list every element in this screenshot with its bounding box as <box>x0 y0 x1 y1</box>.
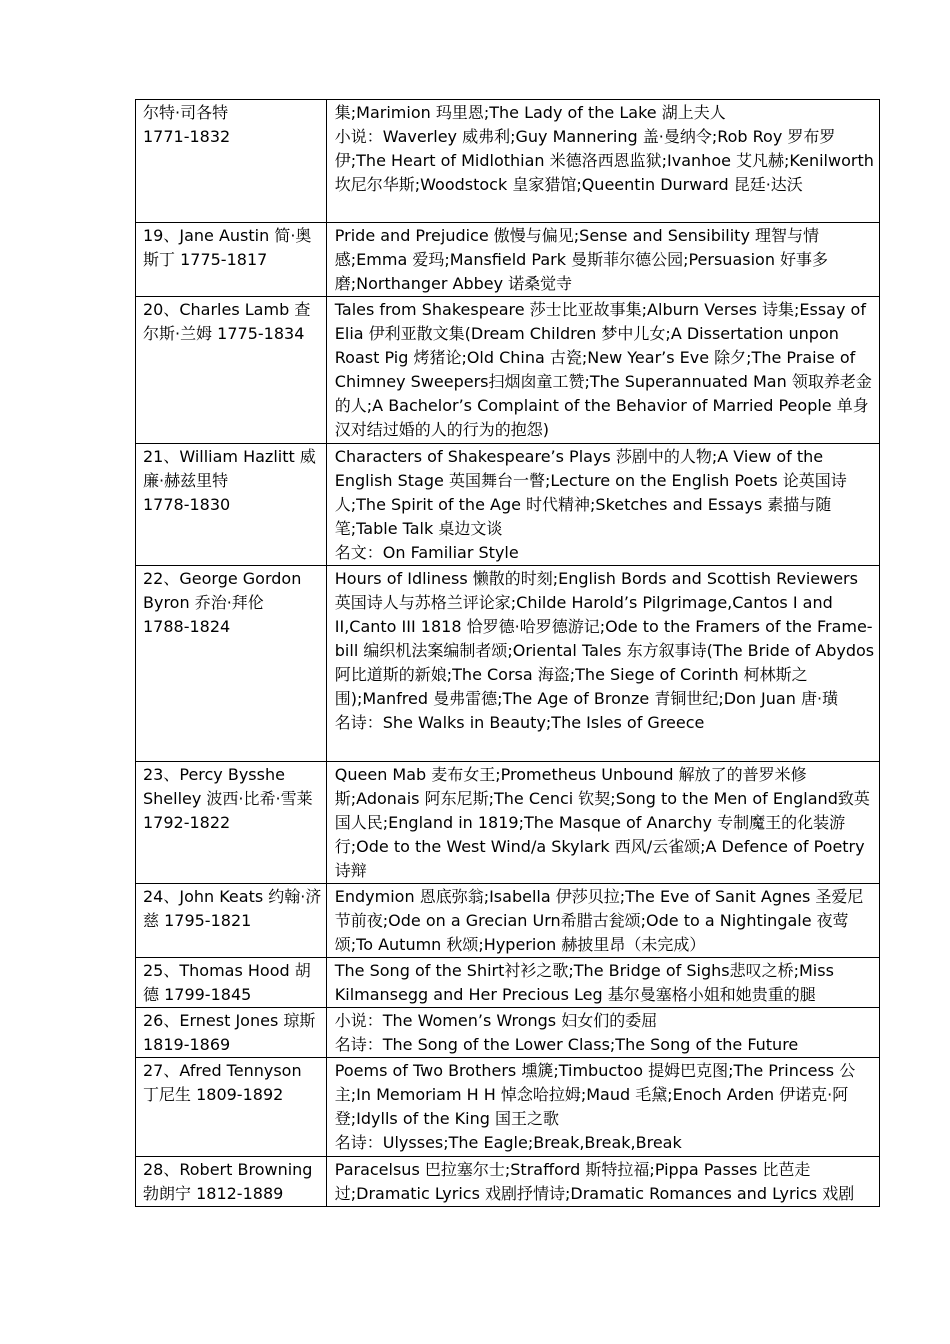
works-cell <box>326 958 879 1008</box>
table-row <box>136 1058 880 1157</box>
works-cell <box>326 297 879 444</box>
table-row <box>136 884 880 958</box>
table-row <box>136 1157 880 1207</box>
table-body <box>136 100 880 1207</box>
author-text: 26、Ernest Jones 琼斯 1819-1869 <box>143 1011 316 1054</box>
author-text: 1778-1830 <box>143 495 231 514</box>
works-text: Characters of Shakespeare’s Plays 莎剧中的人物;A View of the English Stage 英国舞台一瞥;Lecture on the English Poets 论英国诗人;The Spirit of the Age 时代精神;Sketches and Essays 素描与随笔;Table Talk 桌边文谈 <box>334 447 847 538</box>
works-text: The Song of the Shirt衬衫之歌;The Bridge of Sighs悲叹之桥;Miss Kilmansegg and Her Precious Leg 基尔曼塞格小姐和她贵重的腿 <box>334 961 834 1004</box>
works-text: Poems of Two Brothers 壎篪;Timbuctoo 提姆巴克图;The Princess 公主;In Memoriam H H 悼念哈拉姆;Maud 毛黛;Enoch Arden 伊诺克·阿登;Idylls of the King 国王之歌 <box>334 1061 856 1128</box>
table-row <box>136 100 880 223</box>
works-text: 名诗：Ulysses;The Eagle;Break,Break,Break <box>334 1133 682 1152</box>
author-cell <box>136 1157 327 1207</box>
works-text: Endymion 恩底弥翁;Isabella 伊莎贝拉;The Eve of Sanit Agnes 圣爱尼节前夜;Ode on a Grecian Urn希腊古瓮颂;Ode to a Nightingale 夜莺颂;To Autumn 秋颂;Hyperion 赫披里昂（未完成） <box>334 887 864 954</box>
works-cell <box>326 444 879 566</box>
works-cell <box>326 1058 879 1157</box>
table-row <box>136 444 880 566</box>
author-cell <box>136 223 327 297</box>
works-text: Paracelsus 巴拉塞尔士;Strafford 斯特拉福;Pippa Passes 比芭走过;Dramatic Lyrics 戏剧抒情诗;Dramatic Romances and Lyrics 戏剧 <box>334 1160 855 1203</box>
author-cell <box>136 762 327 884</box>
works-text: 集;Marimion 玛里恩;The Lady of the Lake 湖上夫人 <box>334 103 726 122</box>
works-text: 名诗：She Walks in Beauty;The Isles of Greece <box>334 713 705 732</box>
table-row <box>136 1008 880 1058</box>
works-text: 名文：On Familiar Style <box>334 543 519 562</box>
author-cell <box>136 884 327 958</box>
author-text: 尔特·司各特 <box>143 103 229 122</box>
works-cell <box>326 1157 879 1207</box>
author-cell <box>136 100 327 223</box>
works-text: Queen Mab 麦布女王;Prometheus Unbound 解放了的普罗米修斯;Adonais 阿东尼斯;The Cenci 钦契;Song to the Men of England致英国人民;England in 1819;The Masque of Anarchy 专制魔王的化装游行;Ode to the West Wind/a Skylark 西风/云雀颂;A Defence of Poetry 诗辩 <box>334 765 870 880</box>
works-text: 小说：Waverley 威弗利;Guy Mannering 盖·曼纳令;Rob Roy 罗布罗伊;The Heart of Midlothian 米德洛西恩监狱;Ivanhoe 艾凡赫;Kenilworth 坎尼尔华斯;Woodstock 皇家猎馆;Queentin Durward 昆廷·达沃 <box>334 127 874 194</box>
works-text: Pride and Prejudice 傲慢与偏见;Sense and Sensibility 理智与情感;Emma 爱玛;Mansfield Park 曼斯菲尔德公园;Persuasion 好事多磨;Northanger Abbey 诺桑觉寺 <box>334 226 829 293</box>
table-row <box>136 223 880 297</box>
author-text: 1788-1824 <box>143 617 231 636</box>
author-text: 24、John Keats 约翰·济慈 1795-1821 <box>143 887 322 930</box>
author-cell <box>136 1008 327 1058</box>
author-text: 21、William Hazlitt 威廉·赫兹里特 <box>143 447 316 490</box>
table-row <box>136 566 880 762</box>
works-cell <box>326 1008 879 1058</box>
works-cell <box>326 762 879 884</box>
works-cell <box>326 223 879 297</box>
author-text: 19、Jane Austin 简·奥斯丁 1775-1817 <box>143 226 312 269</box>
author-text: 25、Thomas Hood 胡德 1799-1845 <box>143 961 311 1004</box>
works-cell <box>326 884 879 958</box>
author-text: 1771-1832 <box>143 127 231 146</box>
works-cell <box>326 100 879 223</box>
author-cell <box>136 444 327 566</box>
table-row <box>136 297 880 444</box>
author-text: 20、Charles Lamb 查尔斯·兰姆 1775-1834 <box>143 300 311 343</box>
works-text: Hours of Idliness 懒散的时刻;English Bords and Scottish Reviewers 英国诗人与苏格兰评论家;Childe Harold’s Pilgrimage,Cantos I and II,Canto III 1818 恰罗德·哈罗德游记;Ode to the Framers of the Frame-bill 编织机法案编制者颂;Oriental Tales 东方叙事诗(The Bride of Abydos 阿比道斯的新娘;The Corsa 海盗;The Siege of Corinth 柯林斯之围);Manfred 曼弗雷德;The Age of Bronze 青铜世纪;Don Juan 唐·璜 <box>334 569 875 708</box>
author-text: 28、Robert Browning 勃朗宁 1812-1889 <box>143 1160 313 1203</box>
authors-works-table <box>135 99 880 1207</box>
author-text: 23、Percy Bysshe Shelley 波西·比希·雪莱 1792-1822 <box>143 765 313 832</box>
works-text: 名诗：The Song of the Lower Class;The Song of the Future <box>334 1035 799 1054</box>
author-text: 27、Afred Tennyson 丁尼生 1809-1892 <box>143 1061 302 1104</box>
works-text: 小说：The Women’s Wrongs 妇女们的委屈 <box>334 1011 658 1030</box>
author-cell <box>136 1058 327 1157</box>
table-row <box>136 762 880 884</box>
author-cell <box>136 566 327 762</box>
author-cell <box>136 958 327 1008</box>
table-row <box>136 958 880 1008</box>
works-text: Tales from Shakespeare 莎士比亚故事集;Alburn Verses 诗集;Essay of Elia 伊利亚散文集(Dream Children 梦中儿女;A Dissertation unpon Roast Pig 烤猪论;Old China 古瓷;New Year’s Eve 除夕;The Praise of Chimney Sweepers扫烟囱童工赞;The Superannuated Man 领取养老金的人;A Bachelor’s Complaint of the Behavior of Married People 单身汉对结过婚的人的行为的抱怨) <box>334 300 872 439</box>
author-text: 22、George Gordon Byron 乔治·拜伦 <box>143 569 302 612</box>
author-cell <box>136 297 327 444</box>
works-cell <box>326 566 879 762</box>
